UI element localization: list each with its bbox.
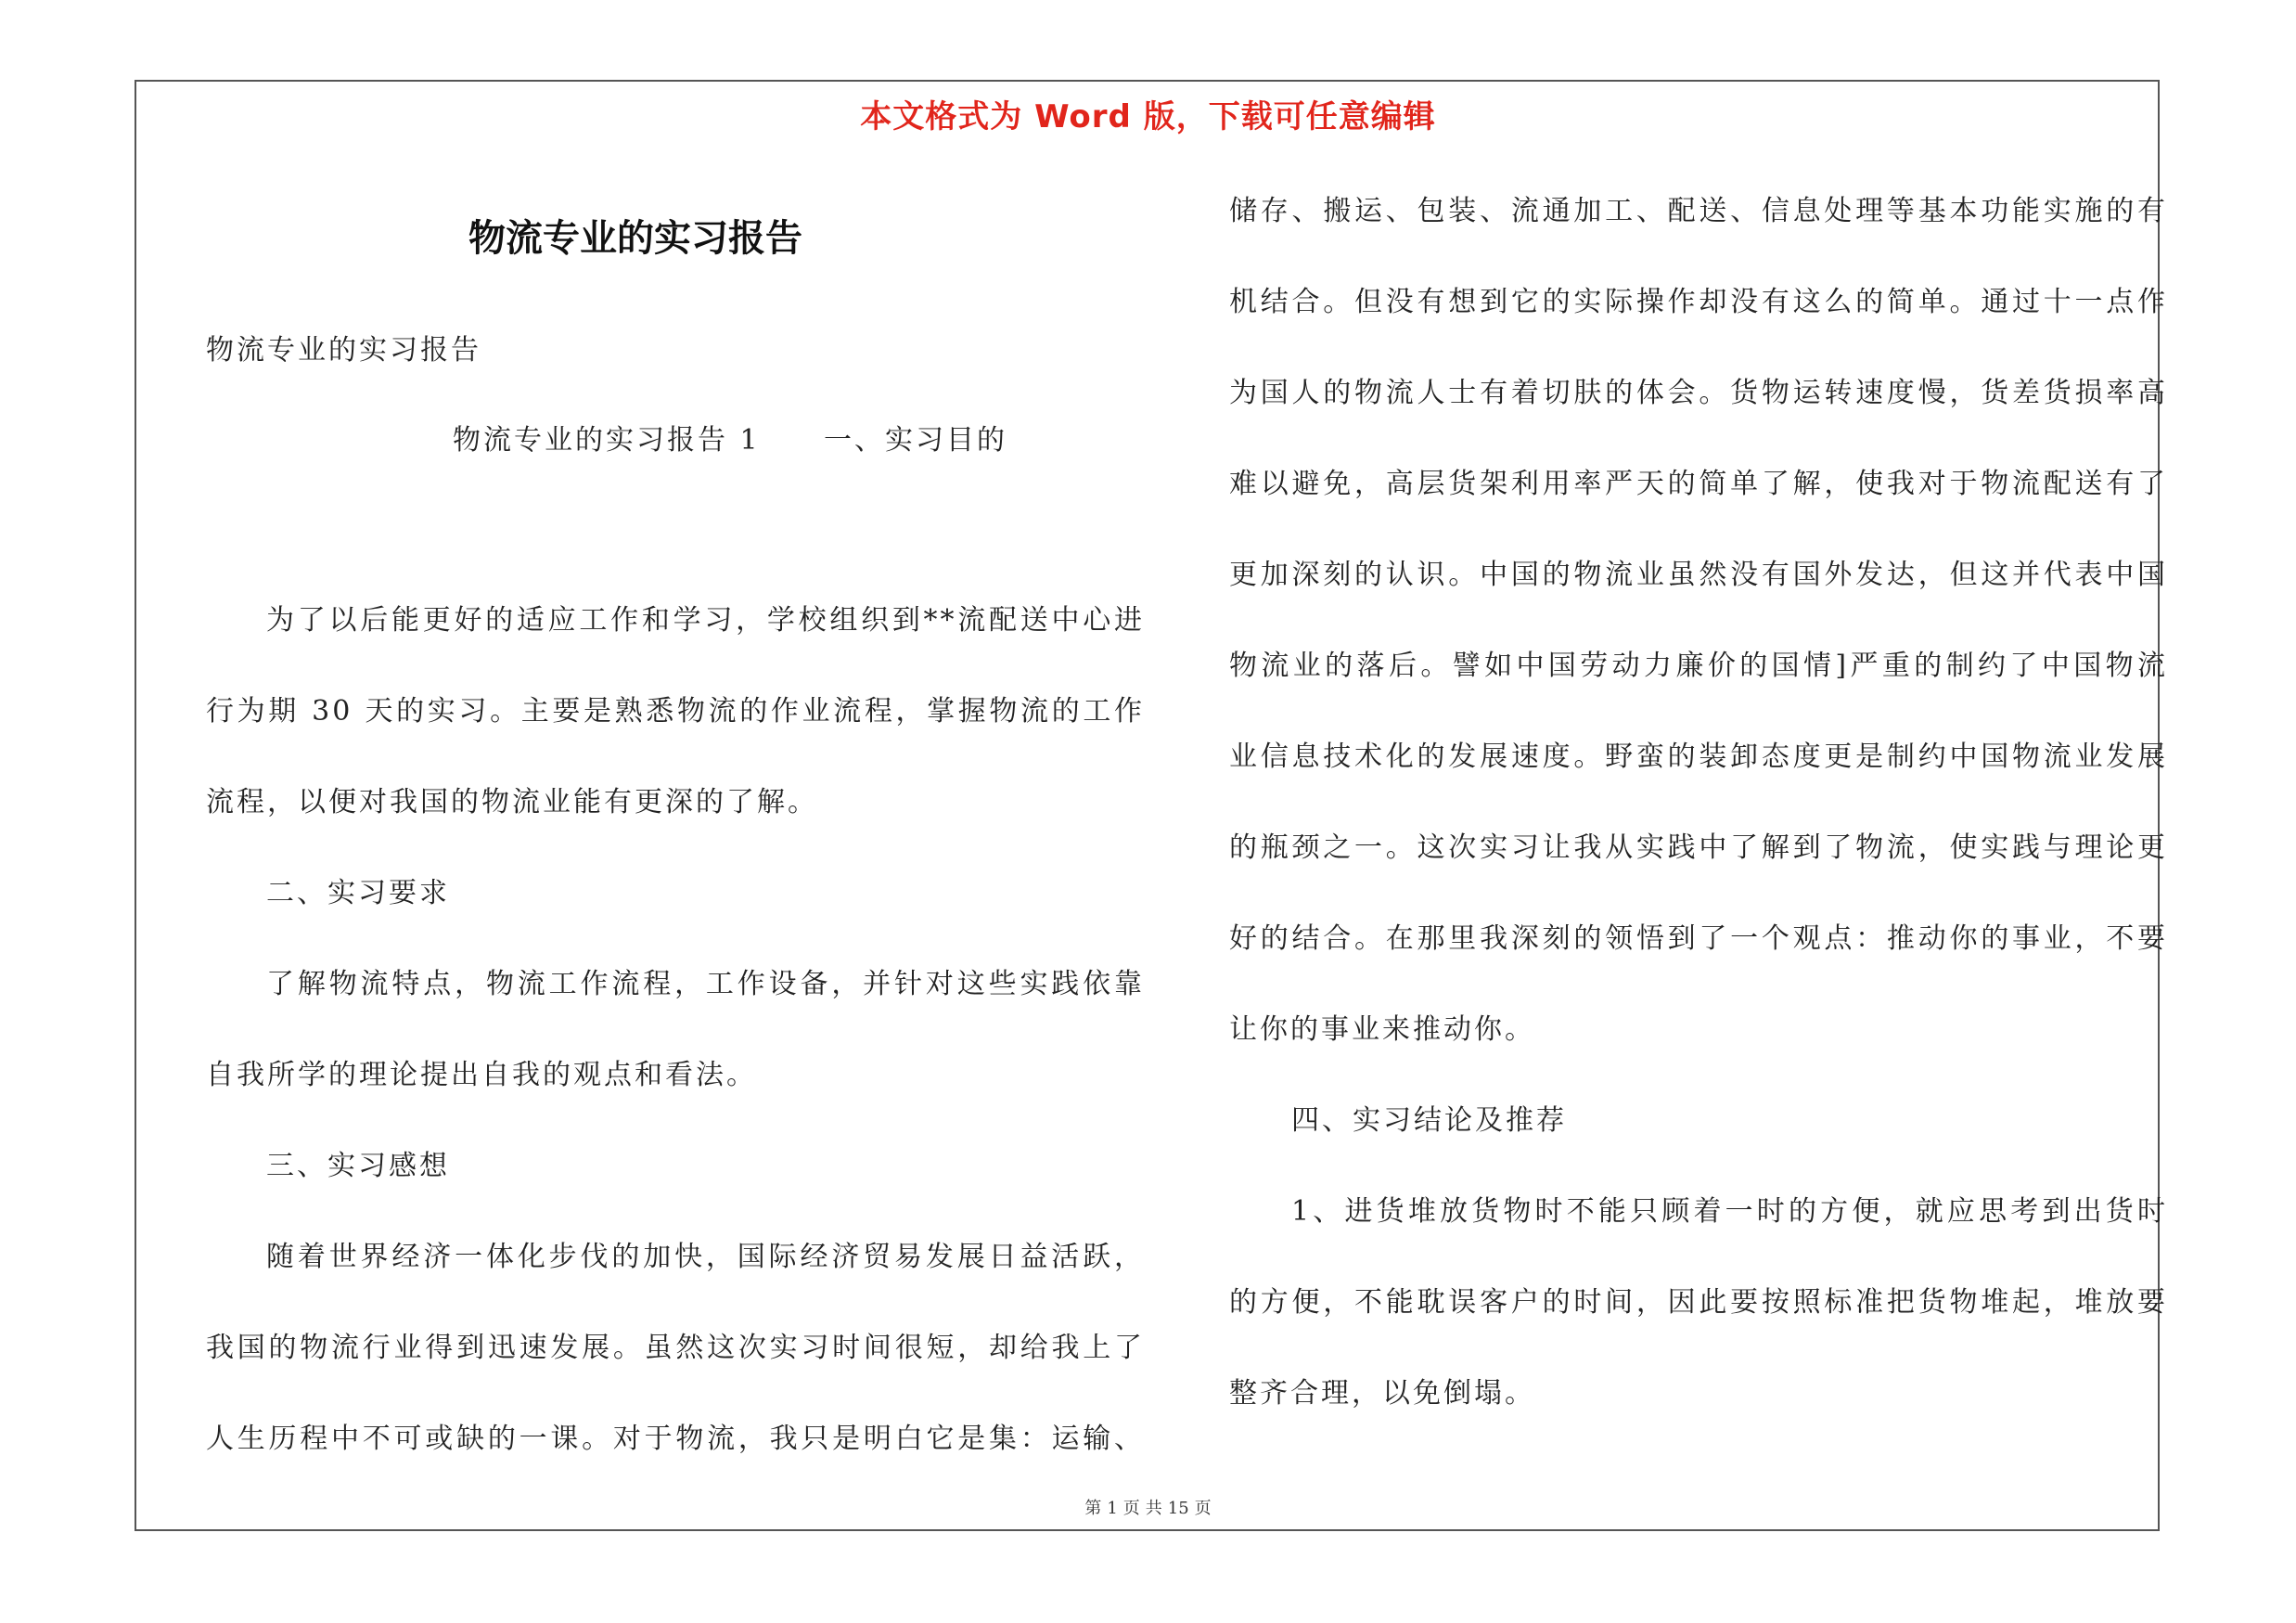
paragraph-line: 为国人的物流人士有着切肤的体会。货物运转速度慢，货差货损率高 bbox=[1229, 377, 2168, 409]
paragraph-line: 人生历程中不可或缺的一课。对于物流，我只是明白它是集：运输、 bbox=[206, 1423, 1145, 1455]
document-title: 物流专业的实习报告 bbox=[468, 216, 802, 260]
paragraph-line: 随着世界经济一体化步伐的加快，国际经济贸易发展日益活跃， bbox=[266, 1241, 1145, 1273]
paragraph-line: 了解物流特点，物流工作流程，工作设备，并针对这些实践依靠 bbox=[266, 968, 1145, 1000]
subtitle: 物流专业的实习报告 bbox=[206, 334, 481, 367]
paragraph-line: 物流业的落后。譬如中国劳动力廉价的国情]严重的制约了中国物流 bbox=[1229, 650, 2168, 682]
current-page: 1 bbox=[1107, 1499, 1118, 1518]
paragraph-line: 的瓶颈之一。这次实习让我从实践中了解到了物流，使实践与理论更 bbox=[1229, 831, 2168, 864]
paragraph-line: 机结合。但没有想到它的实际操作却没有这么的简单。通过十一点作 bbox=[1229, 286, 2168, 318]
report-heading: 物流专业的实习报告 1 bbox=[453, 424, 761, 457]
paragraph-line: 让你的事业来推动你。 bbox=[1229, 1013, 1535, 1046]
paragraph-line: 更加深刻的认识。中国的物流业虽然没有国外发达，但这并代表中国 bbox=[1229, 559, 2168, 591]
section-heading-1: 一、实习目的 bbox=[824, 424, 1007, 457]
paragraph-line: 的方便，不能耽误客户的时间，因此要按照标准把货物堆起，堆放要 bbox=[1229, 1286, 2168, 1319]
paragraph-line: 1、进货堆放货物时不能只顾着一时的方便，就应思考到出货时 bbox=[1291, 1195, 2168, 1228]
footer-prefix: 第 bbox=[1084, 1499, 1102, 1518]
paragraph-line: 难以避免，高层货架利用率严天的简单了解，使我对于物流配送有了 bbox=[1229, 468, 2168, 500]
format-banner: 本文格式为 Word 版，下载可任意编辑 bbox=[860, 98, 1436, 135]
footer-total-unit: 页 bbox=[1194, 1499, 1212, 1518]
footer-total-prefix: 共 bbox=[1145, 1499, 1162, 1518]
footer-page-unit: 页 bbox=[1122, 1499, 1140, 1518]
section-heading-2: 二、实习要求 bbox=[266, 877, 450, 909]
paragraph-line: 整齐合理，以免倒塌。 bbox=[1229, 1377, 1535, 1410]
paragraph-line: 储存、搬运、包装、流通加工、配送、信息处理等基本功能实施的有 bbox=[1229, 195, 2168, 227]
paragraph-line: 流程，以便对我国的物流业能有更深的了解。 bbox=[206, 786, 818, 818]
paragraph-line: 我国的物流行业得到迅速发展。虽然这次实习时间很短，却给我上了 bbox=[206, 1332, 1145, 1364]
section-heading-3: 三、实习感想 bbox=[266, 1150, 450, 1182]
section-heading-4: 四、实习结论及推荐 bbox=[1291, 1104, 1567, 1137]
paragraph-line: 为了以后能更好的适应工作和学习，学校组织到**流配送中心进 bbox=[266, 604, 1145, 637]
page-footer bbox=[0, 1495, 2296, 1519]
paragraph-line: 好的结合。在那里我深刻的领悟到了一个观点：推动你的事业，不要 bbox=[1229, 922, 2168, 955]
paragraph-line: 业信息技术化的发展速度。野蛮的装卸态度更是制约中国物流业发展 bbox=[1229, 741, 2168, 773]
paragraph-line: 自我所学的理论提出自我的观点和看法。 bbox=[206, 1059, 757, 1091]
paragraph-line: 行为期 30 天的实习。主要是熟悉物流的作业流程，掌握物流的工作 bbox=[206, 695, 1145, 728]
total-pages: 15 bbox=[1167, 1499, 1189, 1518]
